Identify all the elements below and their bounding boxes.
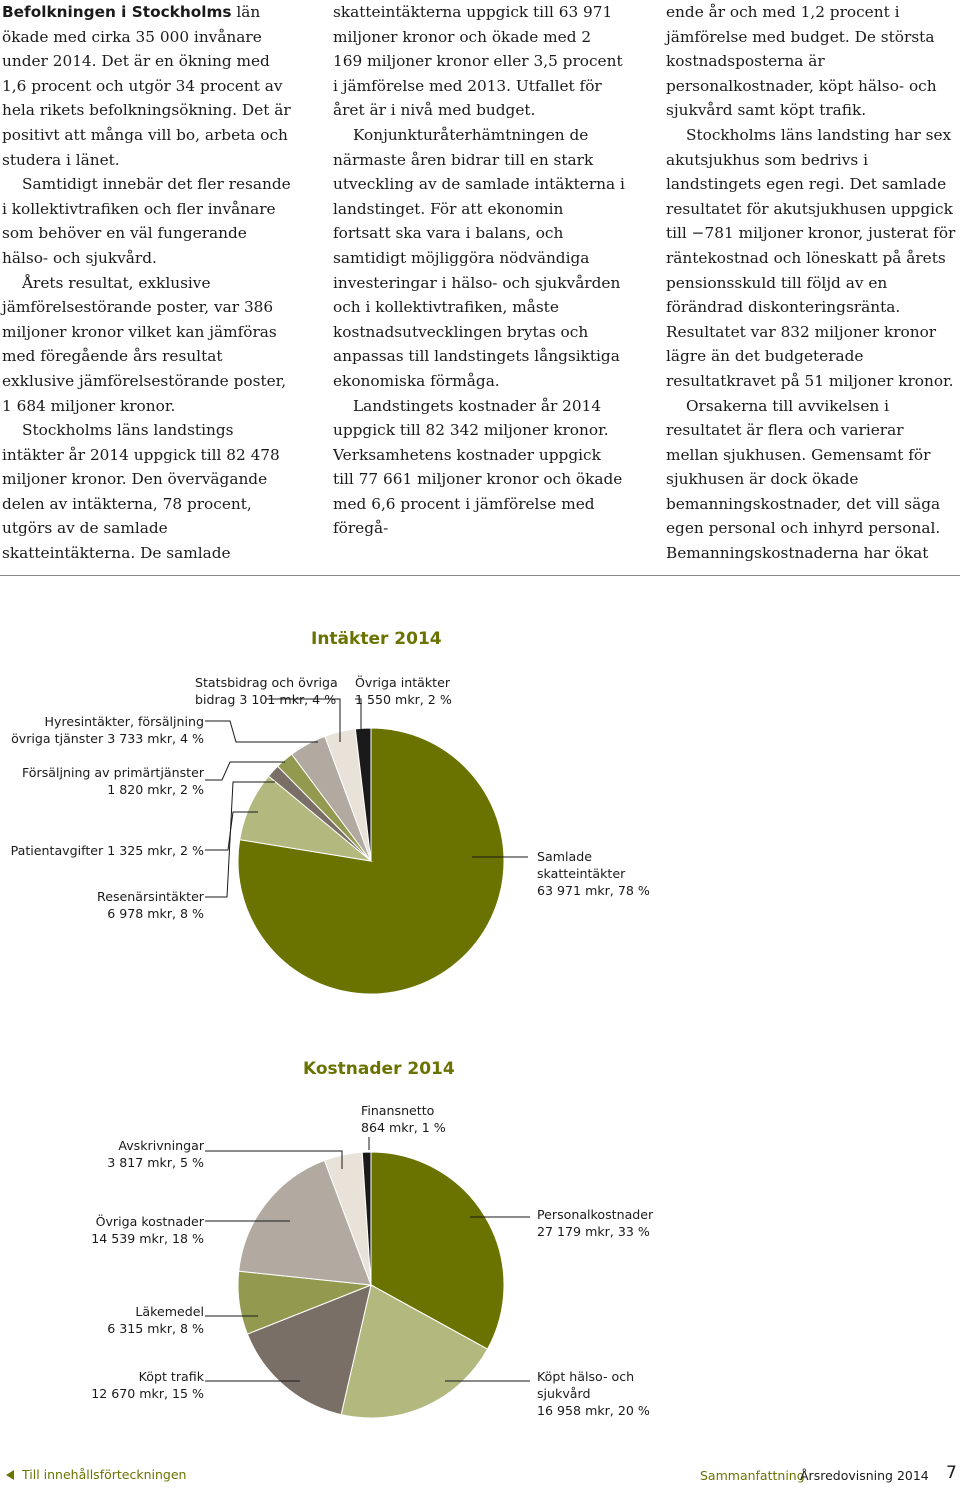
label-ovriga-kostnader: Övriga kostnader 14 539 mkr, 18 % [91,1214,204,1246]
paragraph: Samtidigt innebär det fler resande i kollektivtrafiken och fler invånare som behöver en väl fungerande hälso- och sjukvård. [2,175,291,267]
label-patientavgifter: Patientavgifter 1 325 mkr, 2 % [10,843,204,858]
paragraph: ende år och med 1,2 procent i jämförelse med budget. De största kostnadsposterna är personalkostnader, köpt hälso- och sjukvård samt köpt trafik. [666,3,937,120]
footer-document: Årsredovisning 2014 [800,1468,929,1483]
triangle-left-icon [6,1470,14,1480]
label-kopt-trafik: Köpt trafik 12 670 mkr, 15 % [91,1369,204,1401]
paragraph: Stockholms läns landsting har sex akutsjukhus som bedrivs i landstingets egen regi. Det samlade resultatet för akutsjukhusen uppgick till −781 miljoner kronor, justerat för räntekostnad och löneskatt på årets pensionsskuld till följd av en förändrad diskonteringsränta. Resultatet var 832 miljoner kronor lägre än det budgeterade resultatkravet på 51 miljoner kronor. [666,125,956,390]
label-personalkostnader: Personalkostnader 27 179 mkr, 33 % [537,1207,654,1239]
lead-in: Befolkningen i Stockholms [2,3,232,21]
income-chart-title: Intäkter 2014 [311,629,442,649]
paragraph: Landstingets kostnader år 2014 uppgick till 82 342 miljoner kronor. Verksamhetens kostnader uppgick till 77 661 miljoner kronor och ökade med 6,6 procent i jämförelse med föregå- [333,396,623,538]
paragraph: Stockholms läns landstings intäkter år 2014 uppgick till 82 478 miljoner kronor. Den övervägande delen av intäkterna, 78 procent, utgörs av de samlade skatteintäkterna. De samlade [2,421,280,563]
cost-pie [238,1152,504,1418]
label-statsbidrag: Statsbidrag och övriga bidrag 3 101 mkr, 4 % [195,675,338,707]
label-resenarsintakter: Resenärsintäkter 6 978 mkr, 8 % [97,889,204,921]
paragraph: skatteintäkterna uppgick till 63 971 miljoner kronor och ökade med 2 169 miljoner kronor eller 3,5 procent i jämförelse med 2013. Utfallet för året är i nivå med budget. [333,3,623,120]
label-primartjanster: Försäljning av primärtjänster 1 820 mkr, 2 % [22,765,204,797]
label-skatteintakter: Samlade skatteintäkter 63 971 mkr, 78 % [537,849,650,898]
label-kopt-halso-sjukvard: Köpt hälso- och sjukvård 16 958 mkr, 20 % [537,1369,650,1418]
label-finansnetto: Finansnetto 864 mkr, 1 % [361,1103,446,1135]
label-hyresintakter: Hyresintäkter, försäljning övriga tjänster 3 733 mkr, 4 % [11,714,204,746]
paragraph: Orsakerna till avvikelsen i resultatet är flera och varierar mellan sjukhusen. Gemensamt för sjukhusen är dock ökade bemanningskostnader, det vill säga egen personal och inhyrd personal. Bemanningskostnaderna har ökat [666,396,941,563]
label-ovriga-intakter: Övriga intäkter 1 550 mkr, 2 % [355,675,452,707]
page-number: 7 [946,1463,957,1483]
label-avskrivningar: Avskrivningar 3 817 mkr, 5 % [107,1138,204,1170]
toc-link[interactable]: Till innehållsförteckningen [6,1467,186,1482]
label-lakemedel: Läkemedel 6 315 mkr, 8 % [107,1304,204,1336]
footer-section: Sammanfattning [700,1468,805,1483]
income-pie [238,728,504,994]
paragraph: Konjunkturåterhämtningen de närmaste åren bidrar till en stark utveckling av de samlade intäkterna i landstinget. För att ekonomin fortsatt ska vara i balans, och samtidigt möjliggöra nödvändiga investeringar i hälso- och sjukvården och i kollektivtrafiken, måste kostnadsutvecklingen brytas och anpassas till landstingets långsiktiga ekonomiska förmåga. [333,125,625,390]
paragraph: Årets resultat, exklusive jämförelsestörande poster, var 386 miljoner kronor vilket kan jämföras med föregående års resultat exklusive jämförelsestörande poster, 1 684 miljoner kronor. [2,273,287,415]
cost-chart-title: Kostnader 2014 [303,1059,455,1079]
paragraph: Befolkningen i Stockholms län ökade med cirka 35 000 invånare under 2014. Det är en ökning med 1,6 procent och utgör 34 procent av hela rikets befolkningsökning. Det är positivt att många vill bo, arbeta och studera i länet. [2,3,291,169]
